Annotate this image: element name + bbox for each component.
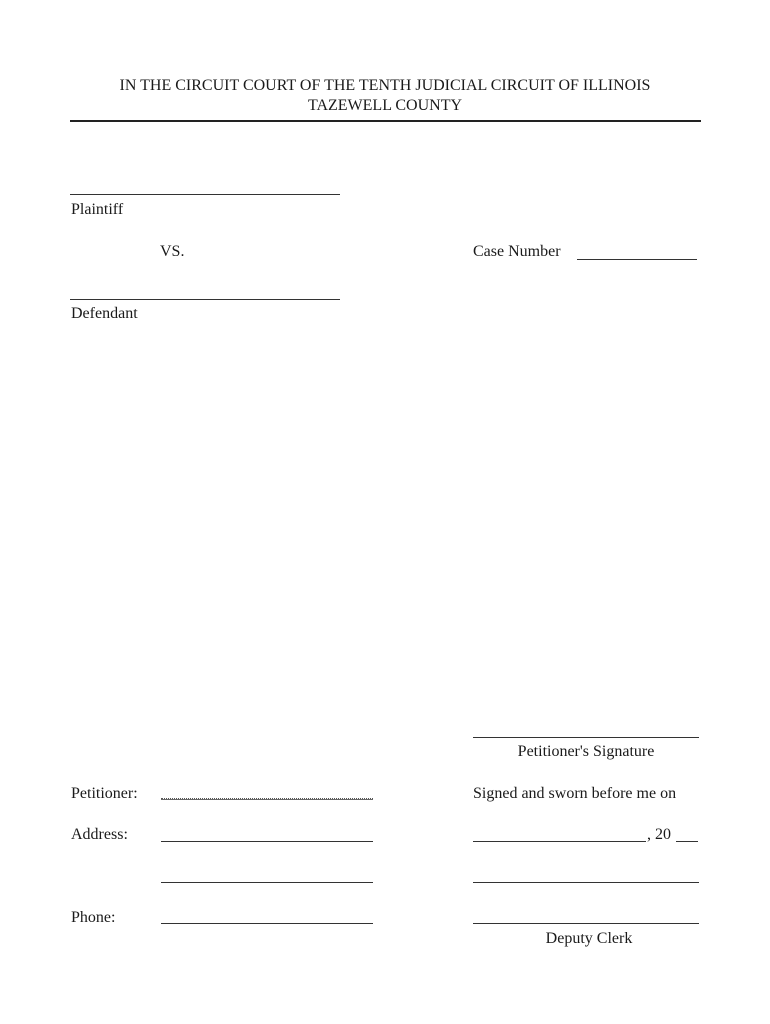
- defendant-name-field[interactable]: [70, 299, 340, 300]
- phone-field[interactable]: [161, 923, 373, 924]
- address-line-2-field[interactable]: [161, 882, 373, 883]
- deputy-clerk-label: Deputy Clerk: [545, 930, 633, 947]
- phone-label: Phone:: [71, 909, 116, 926]
- plaintiff-label: Plaintiff: [71, 201, 124, 218]
- petitioner-signature-field[interactable]: [473, 737, 699, 738]
- defendant-label: Defendant: [71, 305, 138, 322]
- versus-label: VS.: [160, 243, 185, 260]
- petitioner-label: Petitioner:: [71, 785, 138, 802]
- plaintiff-name-field[interactable]: [70, 194, 340, 195]
- header-divider: [70, 120, 701, 122]
- address-line-1-field[interactable]: [161, 841, 373, 842]
- sworn-label: Signed and sworn before me on: [473, 785, 677, 802]
- case-number-field[interactable]: [577, 259, 697, 260]
- deputy-clerk-signature-field[interactable]: [473, 923, 699, 924]
- notary-blank-field[interactable]: [473, 882, 699, 883]
- address-label: Address:: [71, 826, 128, 843]
- sworn-year-field[interactable]: [676, 841, 698, 842]
- petitioner-signature-label: Petitioner's Signature: [517, 743, 655, 760]
- county-title: TAZEWELL COUNTY: [307, 97, 463, 114]
- petitioner-name-field[interactable]: [161, 798, 373, 800]
- year-prefix: , 20: [647, 826, 671, 843]
- sworn-date-field[interactable]: [473, 841, 646, 842]
- case-number-label: Case Number: [473, 243, 561, 260]
- court-title: IN THE CIRCUIT COURT OF THE TENTH JUDICIAL CIRCUIT OF ILLINOIS: [119, 77, 651, 94]
